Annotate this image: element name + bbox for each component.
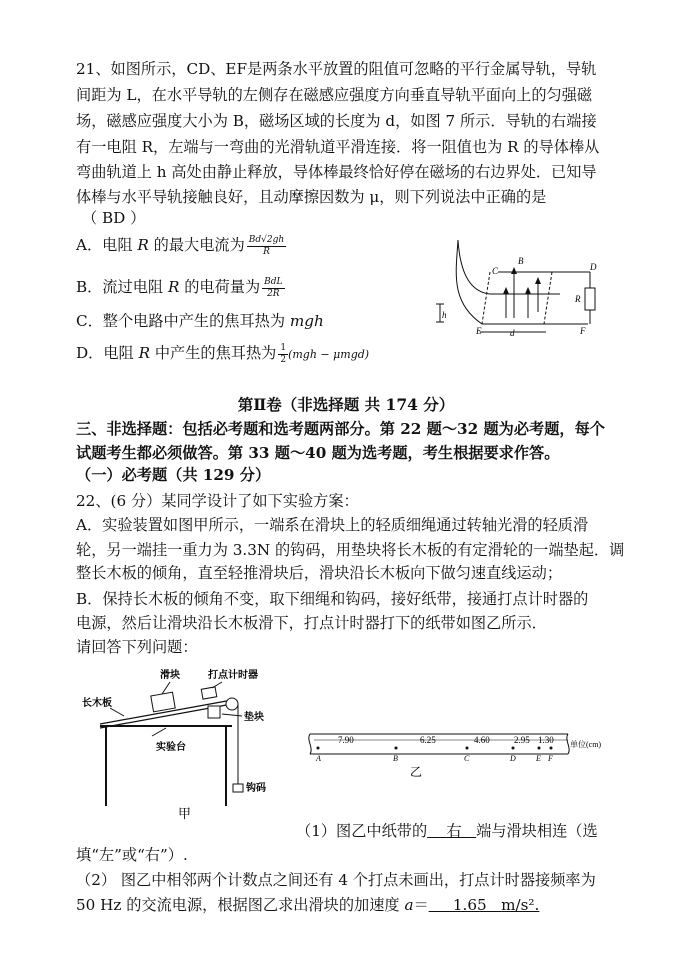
q21-line-1: 21、如图所示，CD、EF是两条水平放置的阻值可忽略的平行金属导轨，导轨 xyxy=(76,60,597,78)
label-slider: 滑块 xyxy=(160,670,180,681)
label-e: E xyxy=(476,326,482,336)
q21-line-5: 弯曲轨道上 h 高处由静止释放，导体棒最终恰好停在磁场的右边界处．已知导 xyxy=(76,163,597,181)
option-a: A．电阻 R 的最大电流为 $\frac{Bd√2gh}{R}$ xyxy=(76,234,285,257)
label-timer: 打点计时器 xyxy=(208,670,258,681)
q21-line-4: 有一电阻 R，左端与一弯曲的光滑轨道平滑连接．将一阻值也为 R 的导体棒从 xyxy=(76,138,600,156)
tape-points xyxy=(317,747,553,750)
seg-3: 4.60 xyxy=(474,735,490,745)
figure-yi-tape xyxy=(296,726,666,782)
label-d: D xyxy=(590,262,597,272)
figure-jia-apparatus xyxy=(82,664,282,824)
section-instructions-1: 三、非选择题：包括必考题和选考题两部分。第 22 题～32 题为必考题，每个 xyxy=(76,420,605,438)
q22-line-5: B．保持长木板的倾角不变，取下细绳和钩码，接好纸带，接通打点计时器的 xyxy=(76,590,589,608)
label-board: 长木板 xyxy=(82,698,112,709)
option-c: C．整个电路中产生的焦耳热为 mgh xyxy=(76,312,324,330)
label-block: 垫块 xyxy=(244,712,264,723)
option-d: D．电阻 R 中产生的焦耳热为 $\frac{1}{2}$ (mgh − μmgd) xyxy=(76,342,370,365)
q21-line-3: 场，磁感应强度大小为 B，磁场区域的长度为 d，如图 7 所示．导轨的右端接 xyxy=(76,112,597,130)
option-b: B．流过电阻 R 的电荷量为 $\frac{\text{BdL}}{2R}$ xyxy=(76,276,283,299)
q22-sub2-line-2: 50 Hz 的交流电源，根据图乙求出滑块的加速度 a＝ 1.65 m/s². xyxy=(76,896,540,914)
q22-sub2-answer: 1.65 xyxy=(428,896,502,914)
seg-5: 1.30 xyxy=(538,735,554,745)
point-b: B xyxy=(393,754,398,763)
q21-answer: （ BD ） xyxy=(82,209,146,227)
q22-line-6: 电源，然后让滑块沿长木板滑下，打点计时器打下的纸带如图乙所示． xyxy=(76,614,547,632)
point-e: E xyxy=(536,754,541,763)
q22-sub1: （1）图乙中纸带的 右 端与滑块相连（选 xyxy=(296,822,598,840)
subsection-title: （一）必考题（共 129 分） xyxy=(76,466,271,484)
q22-line-7: 请回答下列问题： xyxy=(76,638,198,656)
point-d: D xyxy=(510,754,516,763)
q21-line-2: 间距为 L，在水平导轨的左侧存在磁感应强度方向垂直导轨平面向上的匀强磁 xyxy=(76,86,593,104)
seg-2: 6.25 xyxy=(420,735,436,745)
label-d-length: d xyxy=(510,328,515,338)
label-b: B xyxy=(518,256,524,266)
option-d-fraction: $\frac{1}{2}$ xyxy=(280,342,287,365)
q22-sub1-answer: 右 xyxy=(427,822,477,840)
q22-line-3: 轮，另一端挂一重力为 3.3N 的钩码，用垫块将长木板的有定滑轮的一端垫起．调 xyxy=(76,541,625,559)
caption-yi: 乙 xyxy=(410,765,423,779)
q22-line-1: 22、(6 分）某同学设计了如下实验方案： xyxy=(76,492,359,510)
label-c: C xyxy=(492,266,499,276)
q22-line-2: A．实验装置如图甲所示，一端系在滑块上的轻质细绳通过转轴光滑的轻质滑 xyxy=(76,516,589,534)
tape-unit: 单位(cm) xyxy=(570,740,602,749)
label-table: 实验台 xyxy=(156,742,186,753)
figure-7-rails xyxy=(430,232,620,344)
point-a: A xyxy=(316,754,321,763)
section-instructions-2: 试题考生都必须做答。第 33 题～40 题为选考题，考生根据要求作答。 xyxy=(76,444,560,462)
point-f: F xyxy=(548,754,553,763)
q22-sub2-line-1: （2） 图乙中相邻两个计数点之间还有 4 个打点未画出，打点计时器接频率为 xyxy=(76,871,596,889)
option-a-fraction: $\frac{Bd√2gh}{R}$ xyxy=(248,234,285,257)
seg-4: 2.95 xyxy=(514,735,530,745)
q21-line-6: 体棒与水平导轨接触良好，且动摩擦因数为 μ，则下列说法中正确的是 xyxy=(76,188,547,206)
section-title: 第Ⅱ卷（非选择题 共 174 分） xyxy=(237,395,455,414)
q22-sub1-cont: 填“左”或“右”）. xyxy=(76,846,188,864)
label-f: F xyxy=(580,326,586,336)
caption-jia: 甲 xyxy=(178,806,192,821)
seg-1: 7.90 xyxy=(338,735,354,745)
label-h: h xyxy=(442,310,447,320)
label-r: R xyxy=(575,294,581,304)
point-c: C xyxy=(464,754,470,763)
q22-line-4: 整长木板的倾角，直至轻推滑块后，滑块沿长木板向下做匀速直线运动； xyxy=(76,564,562,582)
option-b-fraction: $\frac{\text{BdL}}{2R}$ xyxy=(264,276,283,299)
label-hook: 钩码 xyxy=(246,783,266,794)
